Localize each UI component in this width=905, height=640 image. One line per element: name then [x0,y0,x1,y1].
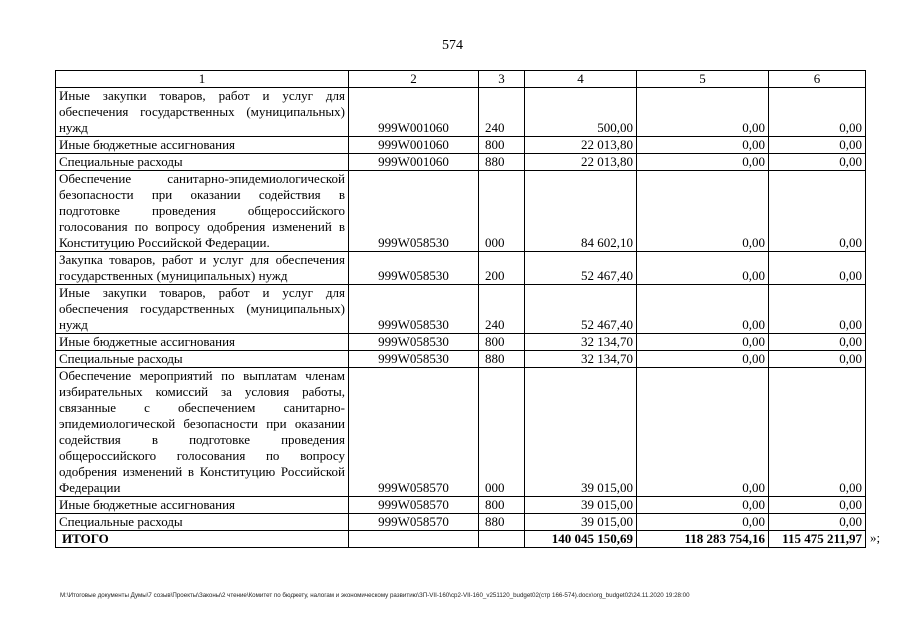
table-row [56,351,866,368]
cell-s3: 0,00 [769,368,866,497]
table-row [56,88,866,137]
cell-name: Обеспечение санитарно-эпидемиологической безопасности при оказании содействия в подготовке проведения общероссийского голосования по вопросу одобрения изменений в Конституцию Российской Федерации. [56,171,349,252]
table-row [56,497,866,514]
cell-s1: 500,00 [525,88,637,137]
table-row [56,252,866,285]
col-header-4: 4 [525,71,637,88]
table-row [56,514,866,531]
cell-s3: 0,00 [769,252,866,285]
cell-s1: 39 015,00 [525,514,637,531]
cell-s2: 0,00 [637,497,769,514]
cell-vr: 240 [479,88,525,137]
cell-code: 999W058530 [349,334,479,351]
table-row [56,334,866,351]
cell-s2: 0,00 [637,334,769,351]
cell-name: Иные бюджетные ассигнования [56,137,349,154]
header-row [56,71,866,88]
cell-code: 999W058570 [349,514,479,531]
empty-cell [349,531,479,548]
cell-s2: 0,00 [637,252,769,285]
budget-table [55,70,866,548]
cell-s2: 0,00 [637,514,769,531]
cell-vr: 800 [479,334,525,351]
cell-s1: 52 467,40 [525,252,637,285]
cell-code: 999W058530 [349,285,479,334]
cell-s2: 0,00 [637,285,769,334]
cell-s1: 84 602,10 [525,171,637,252]
table-row [56,285,866,334]
cell-name: Специальные расходы [56,514,349,531]
total-s2: 118 283 754,16 [637,531,769,548]
cell-vr: 800 [479,497,525,514]
cell-code: 999W001060 [349,137,479,154]
table-row [56,154,866,171]
total-s3: 115 475 211,97 [769,531,866,548]
cell-name: Закупка товаров, работ и услуг для обеспечения государственных (муниципальных) нужд [56,252,349,285]
cell-s3: 0,00 [769,88,866,137]
cell-s2: 0,00 [637,171,769,252]
cell-s2: 0,00 [637,368,769,497]
total-row [56,531,866,548]
cell-s3: 0,00 [769,497,866,514]
cell-s1: 32 134,70 [525,351,637,368]
cell-vr: 880 [479,514,525,531]
closing-quote: »; [870,530,881,545]
empty-cell [479,531,525,548]
cell-name: Обеспечение мероприятий по выплатам членам избирательных комиссий за условия работы, связанные с обеспечением санитарно-эпидемиологической безопасности при оказании содействия в подготовке проведения общероссийского голосования по вопросу одобрения изменений в Конституцию Российской Федерации [56,368,349,497]
cell-vr: 880 [479,154,525,171]
cell-code: 999W001060 [349,88,479,137]
table-row [56,171,866,252]
cell-s3: 0,00 [769,334,866,351]
cell-vr: 200 [479,252,525,285]
col-header-5: 5 [637,71,769,88]
cell-code: 999W058530 [349,351,479,368]
cell-s3: 0,00 [769,171,866,252]
col-header-3: 3 [479,71,525,88]
cell-s1: 22 013,80 [525,154,637,171]
cell-code: 999W058570 [349,497,479,514]
cell-s1: 39 015,00 [525,497,637,514]
cell-s3: 0,00 [769,285,866,334]
cell-s3: 0,00 [769,351,866,368]
cell-s1: 52 467,40 [525,285,637,334]
cell-s1: 22 013,80 [525,137,637,154]
cell-s2: 0,00 [637,137,769,154]
col-header-2: 2 [349,71,479,88]
cell-s3: 0,00 [769,154,866,171]
cell-s2: 0,00 [637,154,769,171]
cell-s2: 0,00 [637,351,769,368]
cell-vr: 880 [479,351,525,368]
col-header-6: 6 [769,71,866,88]
cell-name: Иные закупки товаров, работ и услуг для обеспечения государственных (муниципальных) нужд [56,88,349,137]
col-header-1: 1 [56,71,349,88]
cell-code: 999W001060 [349,154,479,171]
cell-code: 999W058530 [349,252,479,285]
page-number: 574 [442,38,463,53]
cell-name: Специальные расходы [56,351,349,368]
cell-vr: 240 [479,285,525,334]
cell-name: Иные бюджетные ассигнования [56,334,349,351]
cell-vr: 000 [479,171,525,252]
cell-s3: 0,00 [769,137,866,154]
cell-code: 999W058530 [349,171,479,252]
table-row [56,137,866,154]
table-row [56,368,866,497]
footer-file-path: M:\Итоговые документы Думы\7 созыв\Проекты\Законы\2 чтение\Комитет по бюджету, налогам и экономическому развитию\ЗП-VII-160\ср2-VII-160_v251120_budget02(стр 166-574).docx\org_budget02\24.11.2020 19:28:00 [60,592,690,599]
cell-name: Иные закупки товаров, работ и услуг для обеспечения государственных (муниципальных) нужд [56,285,349,334]
cell-s2: 0,00 [637,88,769,137]
cell-s1: 39 015,00 [525,368,637,497]
cell-vr: 800 [479,137,525,154]
total-label: ИТОГО [56,531,349,548]
cell-vr: 000 [479,368,525,497]
cell-name: Специальные расходы [56,154,349,171]
cell-s1: 32 134,70 [525,334,637,351]
cell-code: 999W058570 [349,368,479,497]
cell-name: Иные бюджетные ассигнования [56,497,349,514]
cell-s3: 0,00 [769,514,866,531]
total-s1: 140 045 150,69 [525,531,637,548]
